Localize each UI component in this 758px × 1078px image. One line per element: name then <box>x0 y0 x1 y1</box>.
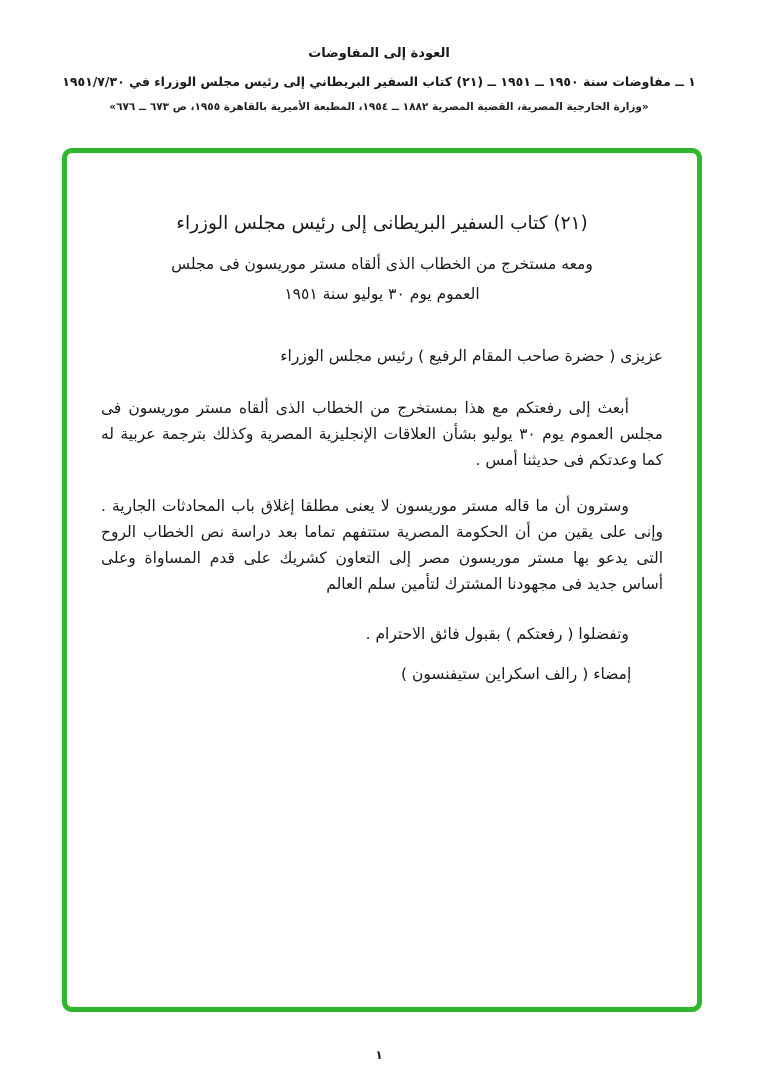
closing-line: وتفضلوا ( رفعتكم ) بقبول فائق الاحترام . <box>365 625 629 643</box>
signature-line: إمضاء ( رالف اسكراين ستيفنسون ) <box>401 665 632 683</box>
source-citation: «وزارة الخارجية المصرية، القضية المصرية ١٨٨٢ ــ ١٩٥٤، المطبعة الأميرية بالقاهرة ١٩٥٥، ص ٦٧٣ ــ ٦٧٦» <box>109 101 649 113</box>
body-paragraph-1: أبعث إلى رفعتكم مع هذا بمستخرج من الخطاب الذى ألقاه مستر موريسون فى مجلس العموم يوم ٣٠ يوليو بشأن العلاقات الإنجليزية المصرية وكذلك بترجمة عربية له كما وعدتكم فى حديثنا أمس . <box>101 399 663 469</box>
reference-line: ١ ــ مفاوضات سنة ١٩٥٠ ــ ١٩٥١ ــ (٢١) كتاب السفير البريطاني إلى رئيس مجلس الوزراء في ١٩٥١/٧/٣٠ <box>62 74 696 89</box>
document-title: (٢١) كتاب السفير البريطانى إلى رئيس مجلس الوزراء <box>176 213 588 234</box>
page-number: ١ <box>375 1048 383 1062</box>
section-heading: العودة إلى المفاوضات <box>308 46 450 61</box>
scanned-document-content <box>101 211 663 687</box>
document-subtitle-line2: العموم يوم ٣٠ يوليو سنة ١٩٥١ <box>284 285 480 303</box>
page-header <box>0 46 758 113</box>
document-subtitle-line1: ومعه مستخرج من الخطاب الذى ألقاه مستر موريسون فى مجلس <box>171 255 593 273</box>
body-paragraph-2: وسترون أن ما قاله مستر موريسون لا يعنى مطلقا إغلاق باب المحادثات الجارية . وإنى على يقين من أن الحكومة المصرية ستتفهم تماما بعد دراسة نص الخطاب الروح التى يدعو بها مستر موريسون مصر إلى التعاون كشريك على قدم المساواة وعلى أساس جديد فى مجهودنا المشترك لتأمين سلم العالم <box>101 497 663 593</box>
salutation-line: عزيزى ( حضرة صاحب المقام الرفيع ) رئيس مجلس الوزراء <box>280 347 663 365</box>
scanned-document-frame <box>62 148 702 1012</box>
